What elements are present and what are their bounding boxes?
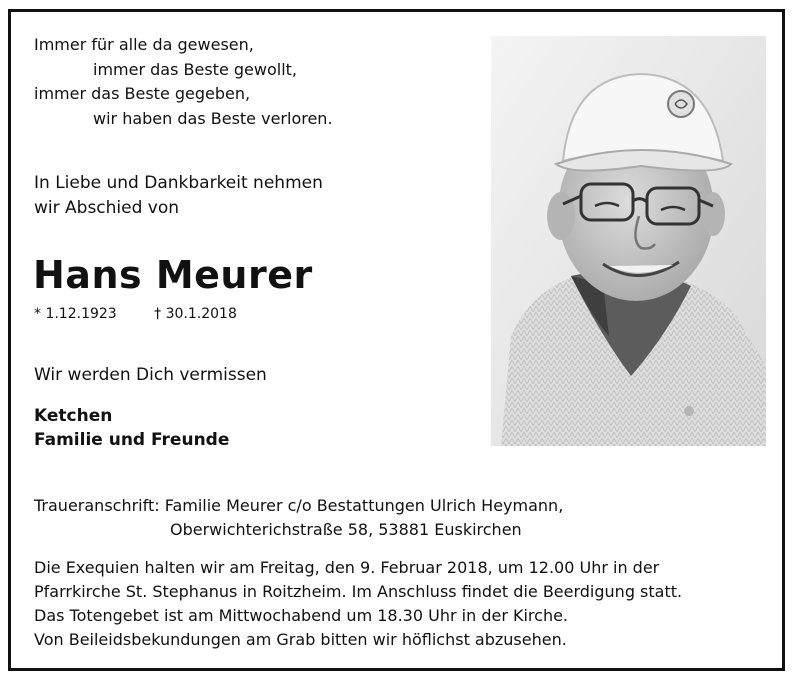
info-line-1: Die Exequien halten wir am Freitag, den 9. Februar 2018, um 12.00 Uhr in der xyxy=(34,558,660,577)
death-date: † 30.1.2018 xyxy=(154,306,237,322)
poem-line-4: wir haben das Beste verloren. xyxy=(93,108,333,128)
life-dates xyxy=(34,304,237,324)
intro-line-2: wir Abschied von xyxy=(34,198,180,218)
mourner-line-1: Ketchen xyxy=(34,406,113,426)
poem-line-1: Immer für alle da gewesen, xyxy=(34,35,254,54)
deceased-name: Hans Meurer xyxy=(33,253,313,297)
address-line-2: Oberwichterichstraße 58, 53881 Euskirchen xyxy=(170,520,522,539)
mourners xyxy=(34,404,229,452)
service-info xyxy=(34,556,764,652)
info-line-3: Das Totengebet ist am Mittwochabend um 18.30 Uhr in der Kirche. xyxy=(34,606,569,625)
mourner-line-2: Familie und Freunde xyxy=(34,430,230,450)
mourning-address xyxy=(34,494,563,542)
portrait-photo xyxy=(491,36,766,446)
poem-line-3: immer das Beste gegeben, xyxy=(34,84,251,103)
poem-line-2: immer das Beste gewollt, xyxy=(93,59,297,79)
birth-date: * 1.12.1923 xyxy=(34,306,117,322)
portrait-illustration xyxy=(491,36,766,446)
poem xyxy=(34,33,333,131)
intro-text xyxy=(34,171,323,221)
farewell-text: Wir werden Dich vermissen xyxy=(34,365,267,385)
address-line-1: Traueranschrift: Familie Meurer c/o Bestattungen Ulrich Heymann, xyxy=(34,496,564,515)
info-line-4: Von Beileidsbekundungen am Grab bitten wir höflichst abzusehen. xyxy=(34,630,567,649)
intro-line-1: In Liebe und Dankbarkeit nehmen xyxy=(34,173,323,193)
info-line-2: Pfarrkirche St. Stephanus in Roitzheim. Im Anschluss findet die Beerdigung statt. xyxy=(34,582,683,601)
